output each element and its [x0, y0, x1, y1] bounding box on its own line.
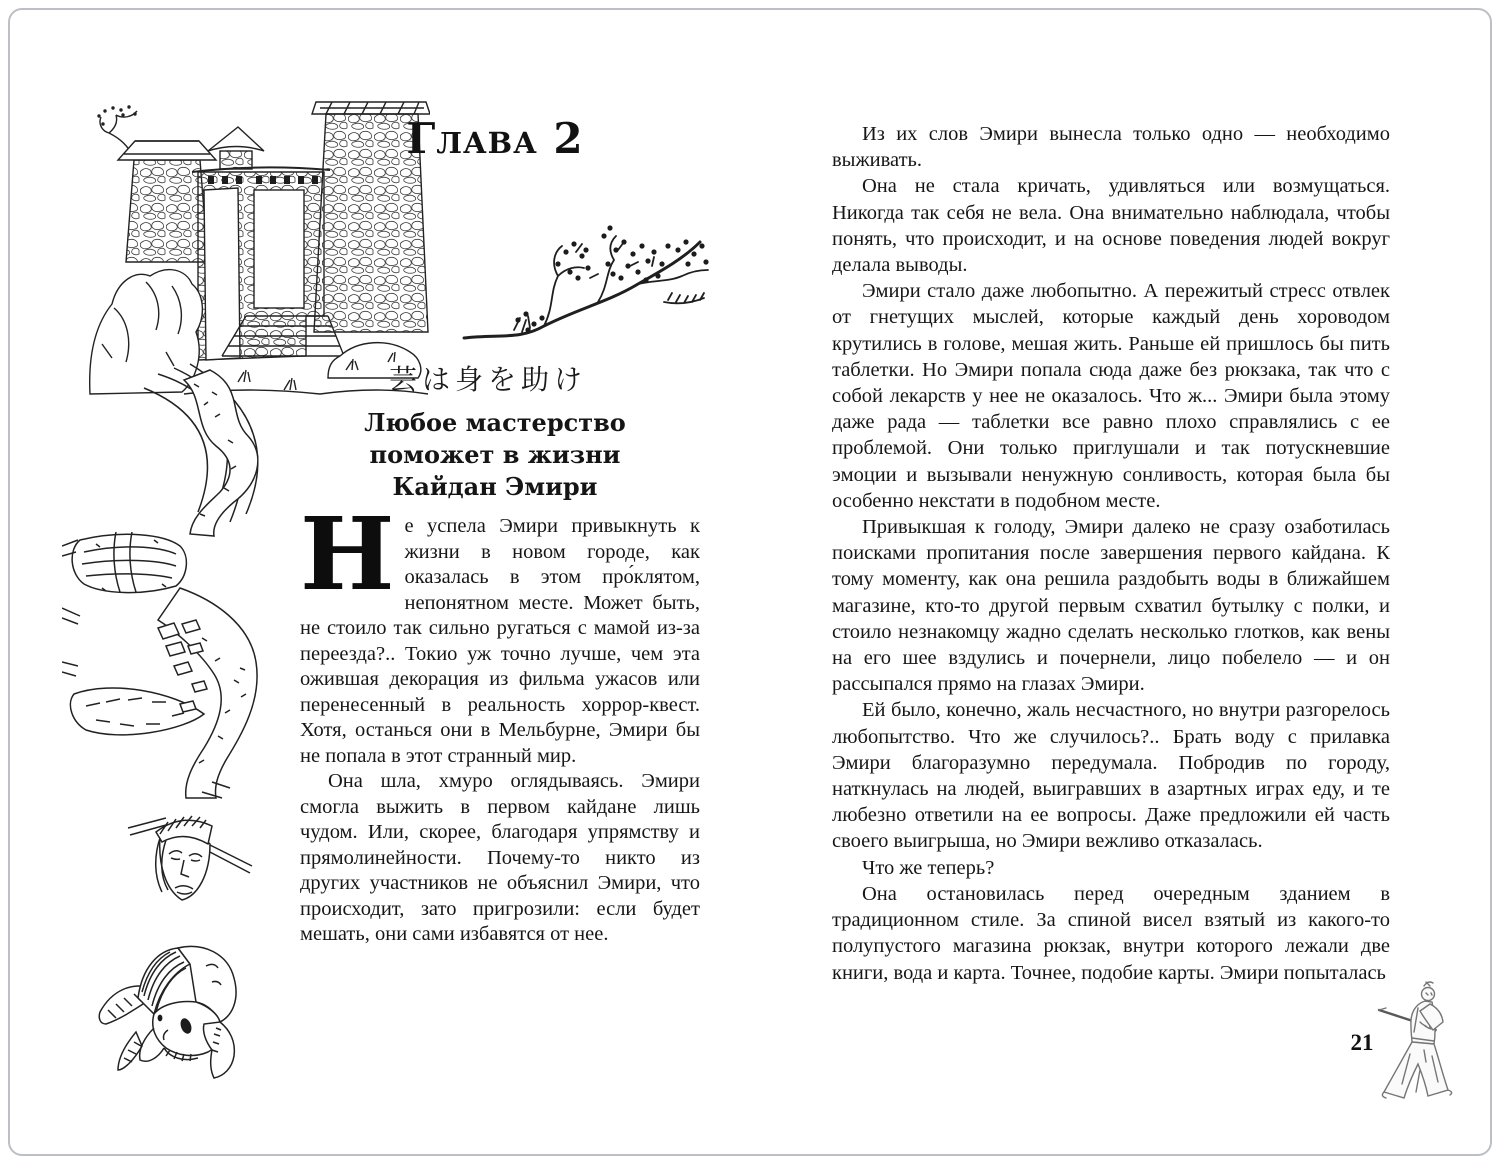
horned-skull-illustration [94, 938, 252, 1088]
page-number: 21 [1350, 1030, 1374, 1055]
blossom-branch-illustration [458, 206, 716, 364]
paragraph: Она шла, хмуро оглядываясь. Эмири смогла выжить в первом кайдане лишь чудом. Или, скорее, благодаря упрямству и прямолинейности. Почему-то никто из других участников не объяснил Эмири, что происходит, зато пригрозили: если будет мешать, они сами избавятся от нее. [300, 770, 700, 945]
paragraph: Что же теперь? [862, 856, 995, 879]
left-page-text [300, 495, 700, 948]
chapter-epigraph [328, 407, 662, 503]
epigraph-line: Любое мастерство [364, 408, 626, 437]
epigraph-line: поможет в жизни [369, 440, 621, 469]
epigraph-line: Кайдан Эмири [392, 472, 598, 501]
paragraph-text: е успела Эмири привыкнуть к жизни в новом городе, как оказалась в этом про́клятом, непонятном месте. Может быть, не стоило так сильно ругаться с мамой из-за переезда?.. Токио уж точно лучше, чем эта ожившая декорация из фильма ужасов или перенесенный в реальность хоррор-квест. Хотя, останься они в Мельбурне, Эмири бы не попала в этот странный мир. [300, 515, 700, 767]
paragraph: Она остановилась перед очередным зданием в традиционном стиле. За спиной висел взятый из какого-то полупустого магазина рюкзак, внутри которого лежали две книги, вода и карта. Точнее, подобие карты. Эмири попыталась [832, 882, 1390, 984]
right-page-text [832, 121, 1390, 986]
paragraph: Она не стала кричать, удивляться или возмущаться. Никогда так себя не вела. Она внимательно наблюдала, чтобы понять, что происходит, и на основе поведения людей вокруг делала выводы. [832, 175, 1390, 277]
noh-mask-illustration [122, 802, 257, 914]
paragraph: Из их слов Эмири вынесла только одно — необходимо выживать. [832, 123, 1390, 172]
paragraph: Ей было, конечно, жаль несчастного, но внутри разгорелось любопытство. Что же случилось?.. Брать воду с прилавка Эмири благоразумно передумала. Побродив по городу, наткнулась на людей, выигравших в азартных играх еду, и те любезно ответили на ее вопросы. Даже предложили ей часть своего выигрыша, но Эмири вежливо отказалась. [832, 699, 1390, 853]
japanese-proverb: 芸は身を助け [388, 363, 587, 396]
samurai-with-sword-illustration [1376, 980, 1461, 1102]
twisted-roots-illustration [62, 362, 330, 802]
book-spread [8, 8, 1492, 1156]
drop-cap: Н [300, 495, 395, 613]
chapter-title: Глава 2 [406, 114, 584, 163]
paragraph: Привыкшая к голоду, Эмири далеко не сразу озаботилась поисками пропитания после завершения первого кайдана. К тому моменту, как она решила раздобыть воды в ближайшем магазине, кто-то другой первым схватил бутылку с полки, и стоило незнакомцу жадно сделать несколько глотков, как вены на его шее вздулись и почернели, лицо побелело — и он рассыпался прямо на глазах Эмири. [832, 516, 1390, 696]
paragraph [300, 495, 700, 769]
paragraph: Эмири стало даже любопытно. А пережитый стресс отвлек от гнетущих мыслей, которые каждый день хороводом крутились в голове, мешая жить. Раньше ей пришлось бы пить таблетки. Но Эмири попала сюда даже без рюкзака, так что с собой лекарств у нее не оказалось. Что ж... Эмири была этому даже рада — таблетки все равно плохо справлялись с ее проблемой. Они только приглушали и так потускневшие эмоции и вызывали ненужную сонливость, которая была бы особенно некстати в подобном месте. [832, 280, 1390, 512]
